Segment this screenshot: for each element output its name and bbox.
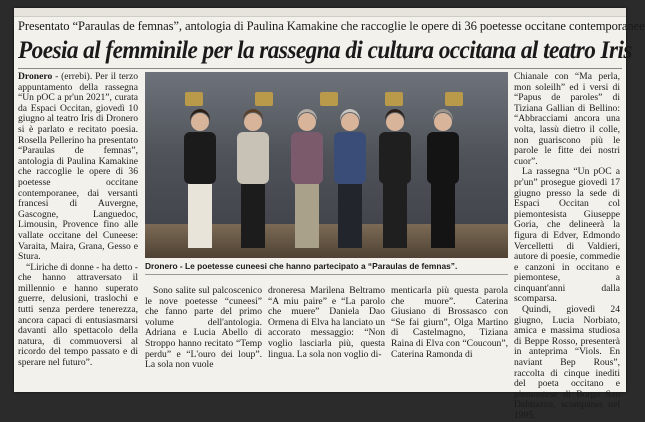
column-1-paragraph-1: Per il terzo appuntamento della rassegna “Un pOC a pr'un 2021”, curata da Espaci Occitan, giovedì 10 giugno al teatro Iris di Dronero si è parlato e recitato poesia. Rosella Pellerino ha presentato “Paraulas de femnas”, antologia di Paulina Kamakine che raccoglie le opere di 36 poetesse occitane contemporanee, dai versanti francesi di Auvergne, Gascogne, Languedoc, Limousin, Provence fino alle vallate occitane del Cuneese: Varaita, Maira, Grana, Gesso e Stura.	[18, 71, 139, 263]
poet-figure	[427, 109, 459, 248]
article-column-2	[145, 286, 262, 388]
column-5-paragraph-1: Chianale con “Ma perla, mon soleilh” ed i versi di “Papus de paroles” di Tiziana Gallian di Bellino: “Abbracciami ancora una volta, lassù dietro il colle, non guariscono più le parole le fitte dei nostri cuor”.	[514, 71, 620, 167]
column-2-text: Sono salite sul palcoscenico le nove poetesse “cuneesi” che fanno parte del primo volume dell'antologia. Adriana e Lucia Abello di Stroppo hanno recitato “Temp perdu” e “L'ouro dei loup”. La sola non vuole	[145, 285, 262, 371]
newspaper-clipping	[14, 8, 645, 421]
headline-rule	[18, 68, 622, 69]
article-column-4	[391, 286, 508, 388]
poet-figure	[334, 109, 366, 248]
poets-group	[145, 72, 508, 258]
column-1-paragraph-2: “Liriche di donne - ha detto - che hanno attraversato il millennio e hanno superato guerre, delusioni, traslochi e tutti senza perdere tenerezza, ancora capaci di entusiasmarsi davanti allo spettacolo della natura, di commuoversi al ricordo del tempo passato e di sperare nel futuro”.	[18, 261, 138, 369]
caption-rule	[145, 274, 508, 275]
column-4-text: menticarla più questa parola che muore”. Caterina Giusiano di Brossasco con “Se fai giurn”, Olga Martino di Castelmagno, Tiziana Raina di Elva con “Coucoun”, Caterina Ramonda di	[391, 285, 508, 360]
dateline: Dronero	[18, 71, 53, 82]
byline: - (errebi).	[52, 71, 96, 82]
column-5-paragraph-3: Quindi, giovedì 24 giugno, Lucia Norbiato, amica e massima studiosa di Beppe Rosso, presenterà in anteprima “Viols. En naviant Bep Rous”, raccolta di cinque inediti del poeta occitano e piemontese di Borgo San Dalmazzo, scomparso nel 1995.	[514, 304, 620, 421]
poet-figure	[237, 109, 269, 248]
photo-caption: Dronero - Le poetesse cuneesi che hanno partecipato a “Paraulas de femnas”.	[145, 261, 458, 271]
poet-figure	[184, 109, 216, 248]
event-photo	[145, 72, 508, 258]
column-5-paragraph-2: La rassegna “Un pOC a pr'un” prosegue giovedì 17 giugno presso la sede di Espaci Occitan col piemontesista Giuseppe Goria, che delineerà la figura di Edver, Edmondo Vercelletti di Valdieri, autore di poesie, commedie e canzoni in occitano e piemontese, a cinquant'anni dalla scomparsa.	[514, 166, 620, 305]
article-column-1	[18, 72, 138, 388]
column-3-text: droneresa Marilena Beltramo “A miu paire” e “La parolo che muere” Daniela Dao Ormena di Elva ha lanciato un accorato messaggio: “Non voglio lasciarla più, questa lingua. La sola non voglio di-	[268, 285, 385, 360]
article-column-5	[514, 71, 620, 421]
poet-figure	[291, 109, 323, 248]
article-kicker: Presentato “Paraulas de femnas”, antologia di Paulina Kamakine che raccoglie le opere di 36 poetesse occitane contemporanee	[18, 19, 645, 33]
article-column-3	[268, 286, 385, 388]
poet-figure	[379, 109, 411, 248]
clipping-top-edge	[14, 8, 626, 17]
article-headline: Poesia al femminile per la rassegna di cultura occitana al teatro Iris	[18, 37, 632, 64]
